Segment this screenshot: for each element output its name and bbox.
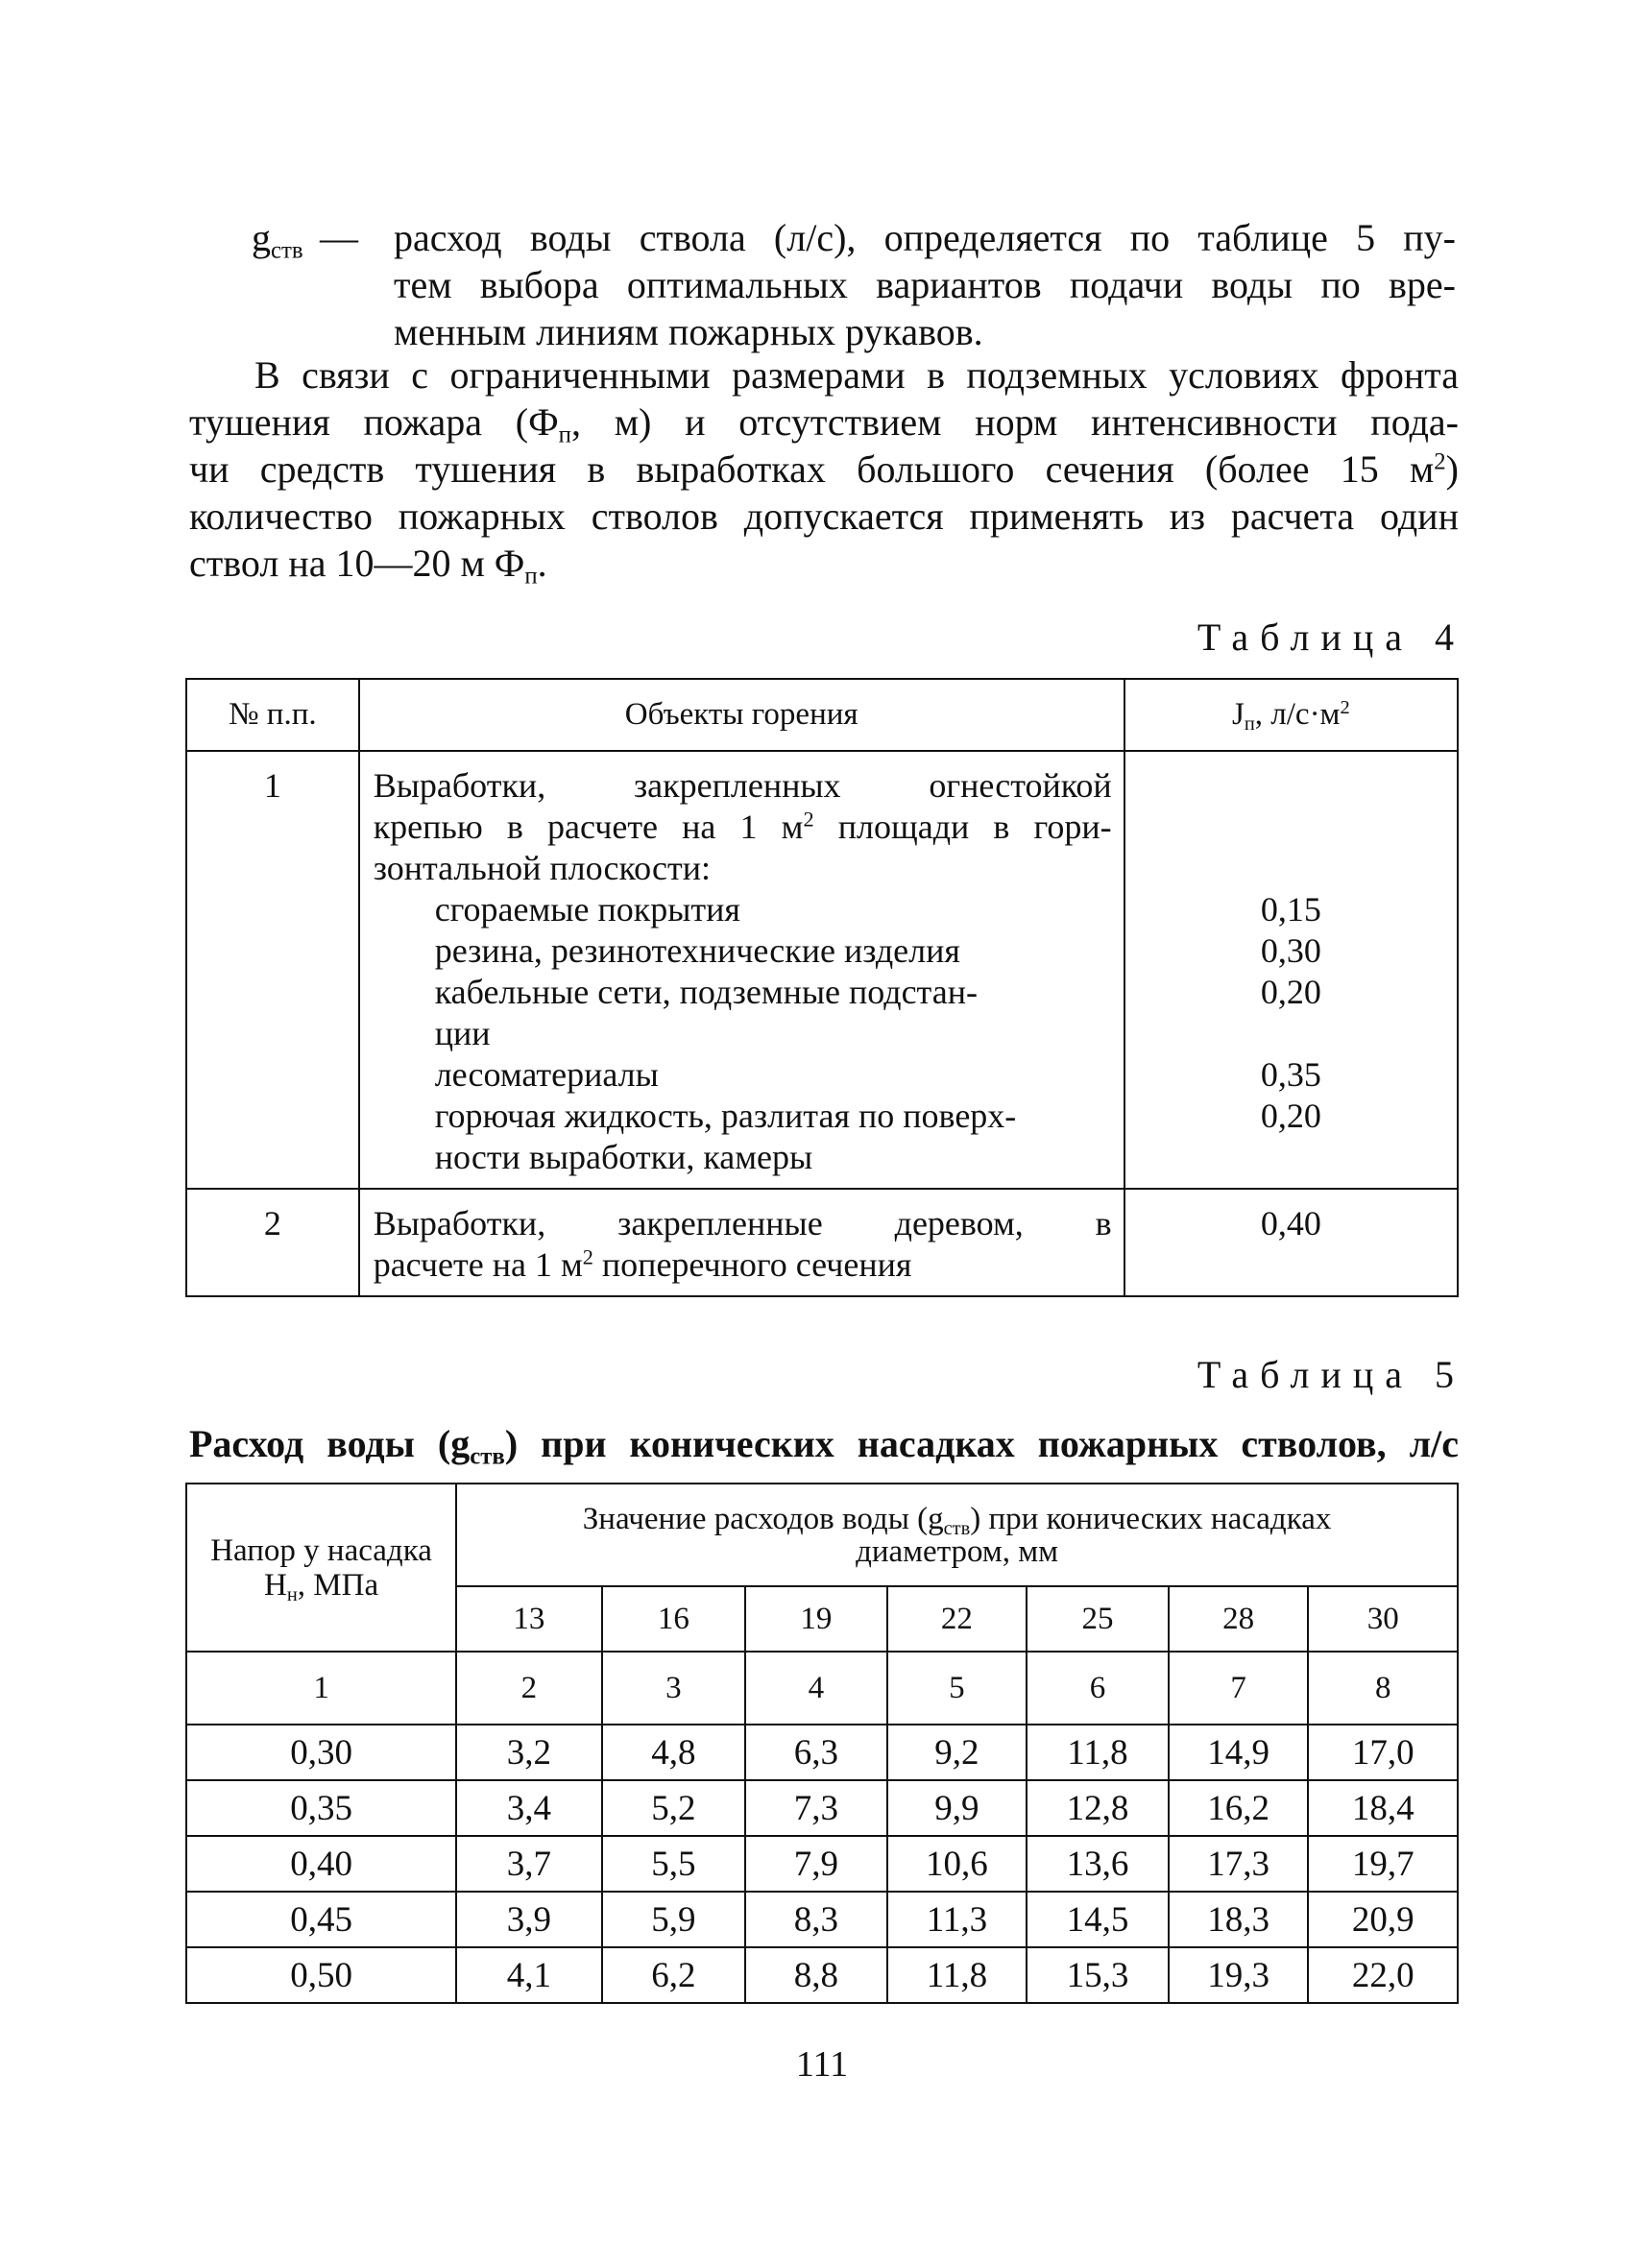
flow-cell: 3,7 bbox=[456, 1836, 601, 1892]
definition-line: тем выбора оптимальных вариантов подачи воды по вре- bbox=[394, 263, 1456, 306]
flow-cell: 16,2 bbox=[1169, 1780, 1309, 1836]
value-cell: 0,40 bbox=[1124, 1189, 1458, 1296]
diameter-cell: 30 bbox=[1308, 1586, 1458, 1652]
table-row bbox=[186, 751, 1458, 1189]
diameter-cell: 19 bbox=[745, 1586, 887, 1652]
definition-symbol bbox=[252, 214, 303, 264]
object-item: сгораемые покрытия bbox=[434, 890, 740, 929]
flow-cell: 12,8 bbox=[1027, 1780, 1169, 1836]
flow-cell: 18,4 bbox=[1308, 1780, 1458, 1836]
column-number: 5 bbox=[887, 1652, 1028, 1725]
value-cell: 0,15 bbox=[1260, 890, 1321, 929]
column-number: 4 bbox=[745, 1652, 887, 1725]
table4 bbox=[185, 678, 1459, 1297]
table5-header-flow: Значение расходов воды $(g_{ств})$ при конических насадках диаметром, мм bbox=[456, 1484, 1458, 1586]
flow-cell: 6,3 bbox=[745, 1725, 887, 1780]
flow-cell: 8,3 bbox=[745, 1892, 887, 1947]
flow-cell: 5,5 bbox=[602, 1836, 745, 1892]
table-row bbox=[186, 1725, 1458, 1780]
object-item: горючая жидкость, разлитая по поверх- bbox=[434, 1097, 1017, 1135]
value-cell: 0,20 bbox=[1260, 1097, 1321, 1135]
flow-cell: 9,9 bbox=[887, 1780, 1028, 1836]
flow-cell: 4,1 bbox=[456, 1947, 601, 2003]
table4-header-objects: Объекты горения bbox=[359, 679, 1124, 751]
paragraph-line: тушения пожара ($Ф_п$, м) и отсутствием норм интенсивности пода- bbox=[189, 400, 1459, 448]
row-values bbox=[1124, 751, 1458, 1189]
paragraph-line: чи средств тушения в выработках большого сечения (более 15 $м^2$) bbox=[189, 447, 1459, 491]
table5-header-row bbox=[186, 1484, 1458, 1586]
flow-cell: 5,9 bbox=[602, 1892, 745, 1947]
object-line: зонтальной плоскости: bbox=[373, 849, 711, 887]
flow-cell: 15,3 bbox=[1027, 1947, 1169, 2003]
table-row bbox=[186, 1189, 1458, 1296]
row-objects bbox=[359, 751, 1124, 1189]
table4-caption: Таблица 4 bbox=[1197, 615, 1465, 659]
flow-cell: 9,2 bbox=[887, 1725, 1028, 1780]
value-cell: 0,20 bbox=[1260, 973, 1321, 1011]
diameter-cell: 25 bbox=[1027, 1586, 1169, 1652]
flow-cell: 11,8 bbox=[1027, 1725, 1169, 1780]
pressure-cell: 0,40 bbox=[186, 1836, 456, 1892]
column-number: 1 bbox=[186, 1652, 456, 1725]
table5-header-pressure: Напор у насадка $Н_н$, МПа bbox=[186, 1484, 456, 1652]
row-number: 2 bbox=[186, 1189, 359, 1296]
flow-cell: 8,8 bbox=[745, 1947, 887, 2003]
column-number: 8 bbox=[1308, 1652, 1458, 1725]
object-line: расчете на 1 $м^2$ поперечного сечения bbox=[373, 1244, 912, 1284]
column-number: 3 bbox=[602, 1652, 745, 1725]
flow-cell: 10,6 bbox=[887, 1836, 1028, 1892]
column-number: 2 bbox=[456, 1652, 601, 1725]
table4-header-num: № п.п. bbox=[186, 679, 359, 751]
diameter-cell: 16 bbox=[602, 1586, 745, 1652]
object-line: крепью в расчете на 1 $м^2$ площади в гори- bbox=[373, 807, 1112, 846]
value-cell bbox=[1126, 1013, 1456, 1054]
table-row bbox=[186, 1780, 1458, 1836]
body-paragraph bbox=[189, 351, 1459, 590]
flow-cell: 11,8 bbox=[887, 1947, 1028, 2003]
table-row bbox=[186, 1947, 1458, 2003]
flow-cell: 14,9 bbox=[1169, 1725, 1309, 1780]
column-number: 6 bbox=[1027, 1652, 1169, 1725]
flow-cell: 7,9 bbox=[745, 1836, 887, 1892]
object-item: лесоматериалы bbox=[434, 1055, 659, 1094]
object-item: резина, резинотехнические изделия bbox=[434, 931, 960, 970]
flow-cell: 7,3 bbox=[745, 1780, 887, 1836]
flow-cell: 22,0 bbox=[1308, 1947, 1458, 2003]
table5 bbox=[185, 1483, 1459, 2004]
table5-title: Расход воды $(g_{ств})$ при конических насадках пожарных стволов, л/с bbox=[189, 1422, 1459, 1470]
column-number-row bbox=[186, 1652, 1458, 1725]
paragraph-line: количество пожарных стволов допускается применять из расчета один bbox=[189, 495, 1459, 538]
symbol-subscript: ств bbox=[271, 237, 303, 264]
paragraph-line: В связи с ограниченными размерами в подземных условиях фронта bbox=[254, 353, 1459, 397]
flow-cell: 3,2 bbox=[456, 1725, 601, 1780]
pressure-cell: 0,45 bbox=[186, 1892, 456, 1947]
definition-text bbox=[394, 214, 1456, 355]
table-row bbox=[186, 1836, 1458, 1892]
definition-dash: — bbox=[320, 216, 358, 259]
value-cell: 0,30 bbox=[1260, 931, 1321, 970]
flow-cell: 11,3 bbox=[887, 1892, 1028, 1947]
page-number: 111 bbox=[795, 2044, 849, 2085]
table-row bbox=[186, 1892, 1458, 1947]
value-cell bbox=[1126, 1137, 1456, 1178]
flow-cell: 17,0 bbox=[1308, 1725, 1458, 1780]
value-cell: 0,35 bbox=[1260, 1055, 1321, 1094]
object-item: кабельные сети, подземные подстан- bbox=[434, 973, 978, 1011]
object-line: Выработки, закрепленные деревом, в bbox=[373, 1204, 1112, 1243]
table4-header-row bbox=[186, 679, 1458, 751]
symbol-base: g bbox=[252, 216, 271, 259]
object-item: ции bbox=[434, 1014, 491, 1052]
flow-cell: 6,2 bbox=[602, 1947, 745, 2003]
pressure-cell: 0,35 bbox=[186, 1780, 456, 1836]
object-item: ности выработки, камеры bbox=[434, 1138, 813, 1176]
flow-cell: 20,9 bbox=[1308, 1892, 1458, 1947]
table5-caption: Таблица 5 bbox=[1197, 1353, 1465, 1396]
flow-cell: 3,4 bbox=[456, 1780, 601, 1836]
flow-cell: 3,9 bbox=[456, 1892, 601, 1947]
row-objects bbox=[359, 1189, 1124, 1296]
flow-cell: 19,3 bbox=[1169, 1947, 1309, 2003]
flow-cell: 18,3 bbox=[1169, 1892, 1309, 1947]
paragraph-line: ствол на 10—20 м $Ф_п$. bbox=[189, 542, 547, 590]
object-line: Выработки, закрепленных огнестойкой bbox=[373, 766, 1112, 805]
pressure-cell: 0,30 bbox=[186, 1725, 456, 1780]
pressure-cell: 0,50 bbox=[186, 1947, 456, 2003]
flow-cell: 5,2 bbox=[602, 1780, 745, 1836]
diameter-cell: 28 bbox=[1169, 1586, 1309, 1652]
definition-line: менным линиям пожарных рукавов. bbox=[394, 310, 983, 353]
row-number: 1 bbox=[186, 751, 359, 1189]
flow-cell: 14,5 bbox=[1027, 1892, 1169, 1947]
flow-cell: 4,8 bbox=[602, 1725, 745, 1780]
flow-cell: 17,3 bbox=[1169, 1836, 1309, 1892]
flow-cell: 19,7 bbox=[1308, 1836, 1458, 1892]
column-number: 7 bbox=[1169, 1652, 1309, 1725]
flow-cell: 13,6 bbox=[1027, 1836, 1169, 1892]
table4-header-value: $J_п$, $л/с\cdot м^2$ bbox=[1124, 679, 1458, 751]
diameter-cell: 13 bbox=[456, 1586, 601, 1652]
diameter-cell: 22 bbox=[887, 1586, 1028, 1652]
definition-line: расход воды ствола (л/с), определяется по таблице 5 пу- bbox=[394, 216, 1456, 259]
